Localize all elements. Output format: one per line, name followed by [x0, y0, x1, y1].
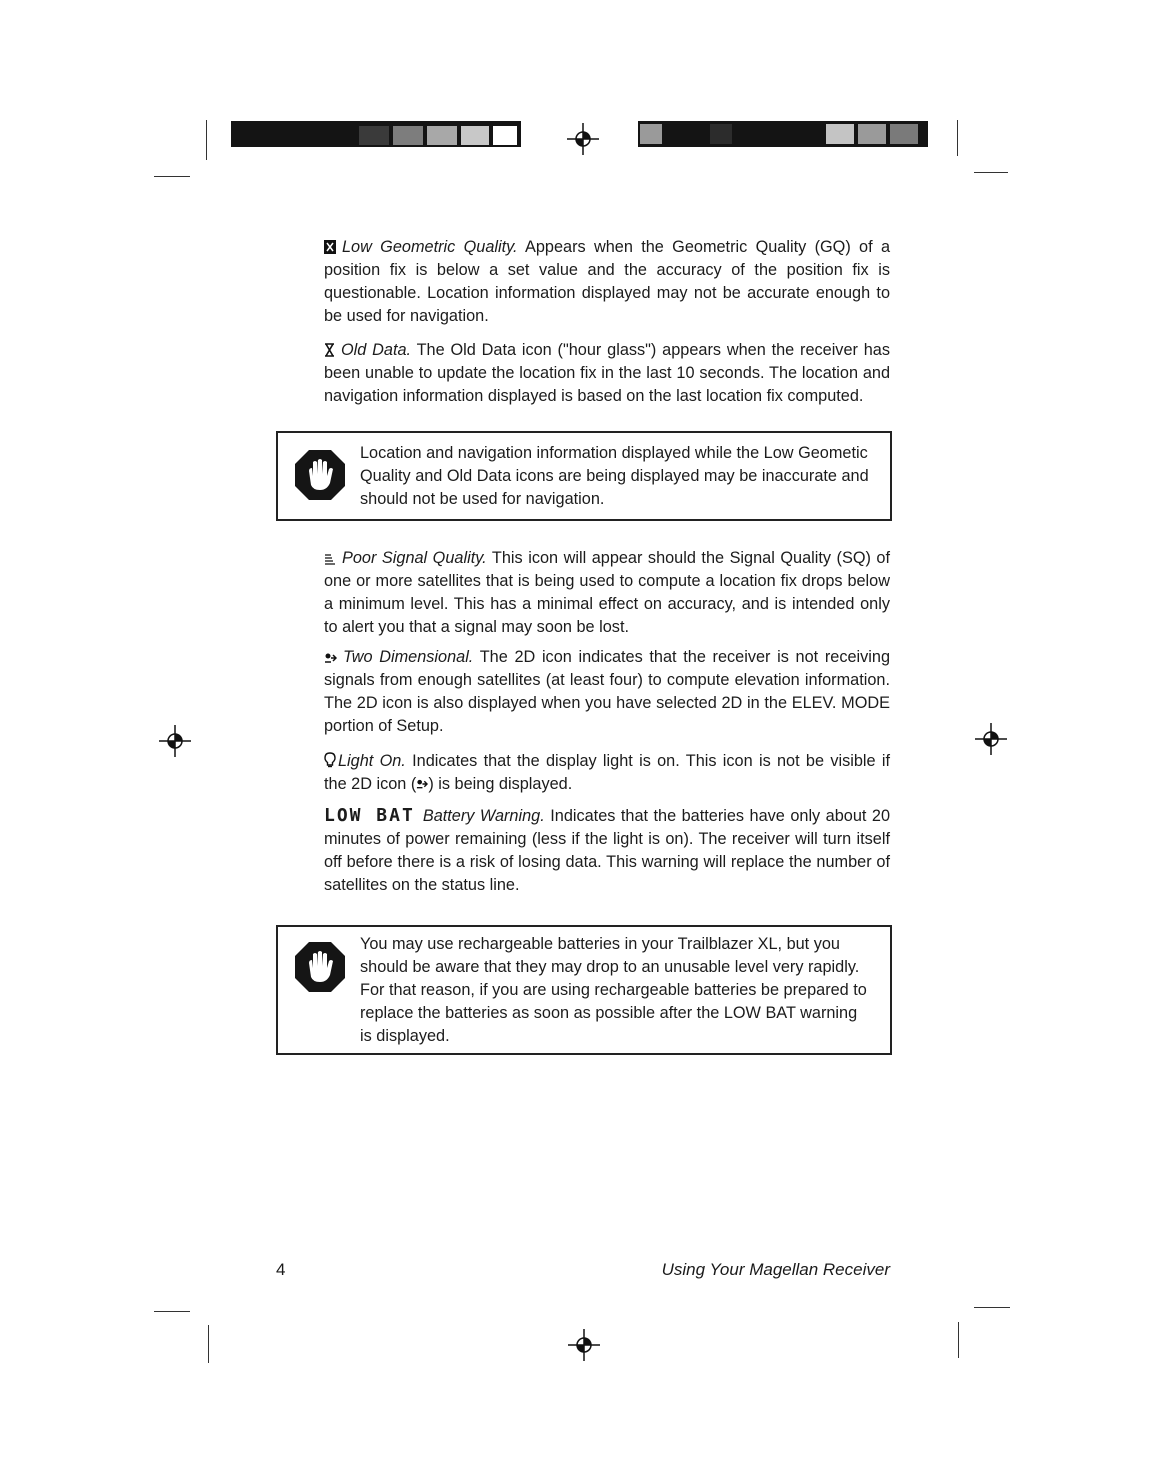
- poor-signal-icon: [324, 553, 336, 565]
- light-bulb-icon: [324, 752, 336, 768]
- paragraph-low-battery: [324, 804, 890, 897]
- stop-hand-icon: [294, 941, 346, 993]
- crop-mark-top-right-vertical: [957, 120, 958, 156]
- description-low-geometric-quality: Appears when the Geometric Quality (GQ) of a position fix is below a set value and the accuracy of the position fix is questionable. Location information displayed may not be accurate enough to be used for navigation.: [324, 238, 891, 325]
- low-bat-indicator: LOW BAT: [324, 805, 415, 826]
- term-poor-signal-quality: Poor Signal Quality.: [342, 549, 487, 567]
- crop-mark-bottom-right-vertical: [958, 1322, 959, 1358]
- term-old-data: Old Data.: [341, 341, 412, 359]
- crop-mark-top-right-horizontal: [974, 172, 1008, 173]
- description-old-data: The Old Data icon ("hour glass") appears when the receiver has been unable to update the location fix in the last 10 seconds. The location and navigation information displayed is based on the last location fix computed.: [324, 341, 890, 405]
- header-color-bar-right: [638, 121, 928, 147]
- paragraph-old-data: [324, 339, 890, 408]
- crop-mark-bottom-left-vertical: [208, 1325, 209, 1363]
- paragraph-two-dimensional: [324, 646, 890, 738]
- two-dimensional-icon: [416, 778, 428, 790]
- page-number: 4: [276, 1260, 286, 1279]
- running-footer-title: Using Your Magellan Receiver: [661, 1260, 890, 1279]
- description-poor-signal-quality: This icon will appear should the Signal Quality (SQ) of one or more satellites that is being used to compute a location fix drops below a minimum level. This has a minimal effect on accuracy, and is intended only to alert you that a signal may soon be lost.: [324, 549, 891, 636]
- term-two-dimensional: Two Dimensional.: [343, 648, 474, 666]
- description-light-on-part1: Indicates that the display light is on. This icon is not be visible if the 2D icon (: [324, 752, 890, 793]
- registration-target-icon: [157, 723, 193, 759]
- description-battery-warning: Indicates that the batteries have only about 20 minutes of power remaining (less if the light is on). The receiver will turn itself off before there is a risk of losing data. This warning will replace the number of satellites on the status line.: [324, 807, 891, 894]
- warning-text: Location and navigation information displayed while the Low Geometic Quality and Old Data icons are being displayed may be inaccurate and should not be used for navigation.: [360, 444, 869, 508]
- registration-target-icon: [565, 121, 601, 157]
- paragraph-low-geometric-quality: [324, 236, 890, 328]
- paragraph-poor-signal-quality: [324, 547, 890, 639]
- description-two-dimensional: The 2D icon indicates that the receiver is not receiving signals from enough satellites (at least four) to compute elevation information. The 2D icon is also displayed when you have selected 2D in the ELEV. MODE portion of Setup.: [324, 648, 891, 735]
- crop-mark-top-left-horizontal: [154, 176, 190, 177]
- low-geometric-quality-icon: [324, 240, 336, 254]
- warning-text: You may use rechargeable batteries in your Trailblazer XL, but you should be aware that they may drop to an unusable level very rapidly. For that reason, if you are using rechargeable batteries be prepared to replace the batteries as soon as possible after the LOW BAT warning is displayed.: [360, 935, 867, 1045]
- term-light-on: Light On.: [338, 752, 406, 770]
- warning-box-navigation-accuracy: [276, 431, 892, 521]
- crop-mark-bottom-right-horizontal: [974, 1307, 1010, 1308]
- two-dimensional-icon: [324, 652, 337, 664]
- crop-mark-bottom-left-horizontal: [154, 1311, 190, 1312]
- warning-box-rechargeable-batteries: [276, 925, 892, 1055]
- hourglass-icon: [324, 343, 335, 357]
- header-color-bar-left: [231, 121, 521, 147]
- registration-target-icon: [566, 1327, 602, 1363]
- term-battery-warning: Battery Warning.: [422, 807, 545, 825]
- term-low-geometric-quality: Low Geometric Quality.: [342, 238, 518, 256]
- crop-mark-top-left-vertical: [206, 120, 207, 160]
- stop-hand-icon: [294, 449, 346, 501]
- paragraph-light-on: [324, 750, 890, 796]
- description-light-on-part2: ) is being displayed.: [428, 775, 573, 793]
- registration-target-icon: [973, 721, 1009, 757]
